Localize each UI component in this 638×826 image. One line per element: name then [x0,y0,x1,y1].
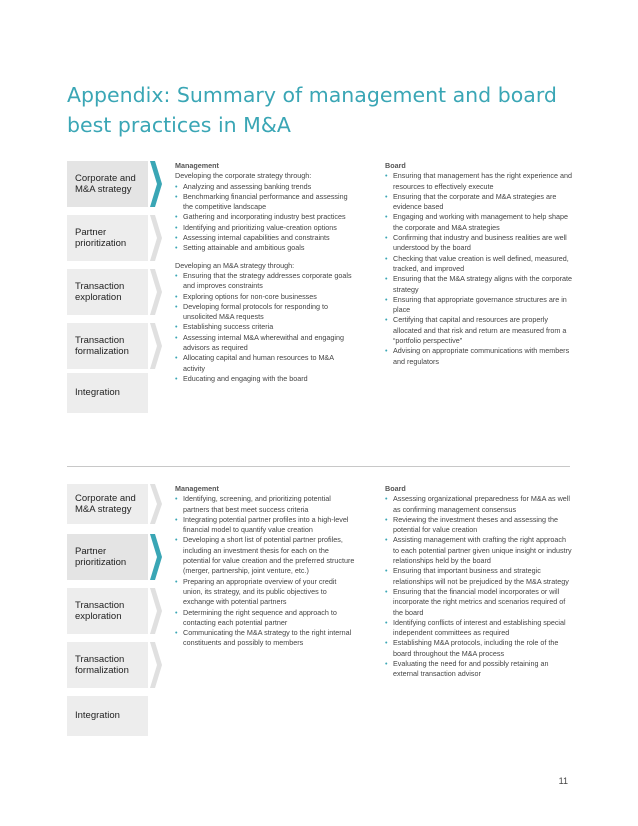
list-item: • Identifying conflicts of interest and establishing special independent committees as required [385,618,573,639]
list-item: • Reviewing the investment theses and assessing the potential for value creation [385,515,573,536]
list-item: • Assessing internal M&A wherewithal and engaging advisors as required [175,333,355,354]
list-item: • Establishing M&A protocols, including the role of the board throughout the M&A process [385,638,573,659]
list-item: • Engaging and working with management to help shape the corporate and M&A strategies [385,212,573,233]
board-column [385,161,573,367]
list-item: • Ensuring that the financial model incorporates or will incorporate the right metrics and scenarios required of the board [385,587,573,618]
page-title: Appendix: Summary of management and board best practices in M&A [67,83,557,137]
chevron-icon [150,323,162,369]
list-item: • Integrating potential partner profiles into a high-level financial model to quantify value creation [175,515,355,536]
list-item: • Determining the right sequence and approach to contacting each potential partner [175,608,355,629]
list-item: • Preparing an appropriate overview of your credit union, its strategy, and its public objectives to exchange with potential partners [175,577,355,608]
list-item: • Advising on appropriate communications with members and regulators [385,346,573,367]
board-column [385,484,573,680]
list-item: • Ensuring that appropriate governance structures are in place [385,295,573,316]
list-item: • Developing a short list of potential partner profiles, including an investment thesis for each on the potential for value creation and the preferred structure (merger, partnership, joint venture, etc.) [175,535,355,576]
list-item: • Ensuring that the strategy addresses corporate goals and improves constraints [175,271,355,292]
management-column [175,484,355,649]
list-item: • Gathering and incorporating industry best practices [175,212,355,222]
list-item: • Assessing organizational preparedness for M&A as well as confirming management consensus [385,494,573,515]
page-number: 11 [558,776,568,786]
list-item: • Identifying, screening, and prioritizing potential partners that best meet success criteria [175,494,355,515]
bullet-list [385,171,573,367]
list-item: • Ensuring that important business and strategic relationships will not be prejudiced by the M&A strategy [385,566,573,587]
list-item: • Establishing success criteria [175,322,355,332]
active-stage-chevron-icon [150,161,162,207]
chevron-icon [150,642,162,688]
management-heading: Management [175,484,219,493]
management-column [175,161,355,384]
stage-integration: Integration [67,696,148,736]
stage-integration: Integration [67,373,148,413]
list-item: • Setting attainable and ambitious goals [175,243,355,253]
bullet-list [175,494,355,648]
list-item: • Checking that value creation is well defined, measured, tracked, and improved [385,254,573,275]
chevron-icon [150,484,162,524]
bullet-list [175,182,355,254]
chevron-icon [150,588,162,634]
stage-transaction-exploration: Transaction exploration [67,269,148,315]
section-partner-prioritization [67,484,570,769]
list-item: • Analyzing and assessing banking trends [175,182,355,192]
list-item: • Exploring options for non-core businesses [175,292,355,302]
section-divider [67,466,570,467]
board-heading: Board [385,161,406,170]
list-item: • Evaluating the need for and possibly retaining an external transaction advisor [385,659,573,680]
intro-text: Developing an M&A strategy through: [175,260,295,270]
stage-transaction-formalization: Transaction formalization [67,642,148,688]
list-item: • Confirming that industry and business realities are well understood by the board [385,233,573,254]
list-item: • Communicating the M&A strategy to the right internal constituents and possibly to members [175,628,355,649]
management-heading: Management [175,161,219,170]
list-item: • Benchmarking financial performance and assessing the competitive landscape [175,192,355,213]
stage-partner-prioritization: Partner prioritization [67,215,148,261]
list-item: • Certifying that capital and resources are properly allocated and that risk and return are measured from a “portfolio perspective” [385,315,573,346]
list-item: • Allocating capital and human resources to M&A activity [175,353,355,374]
list-item: • Ensuring that the corporate and M&A strategies are evidence based [385,192,573,213]
list-item: • Assisting management with crafting the right approach to each potential partner given unique insight or industry relationships held by the board [385,535,573,566]
list-item: • Ensuring that the M&A strategy aligns with the corporate strategy [385,274,573,295]
stage-transaction-formalization: Transaction formalization [67,323,148,369]
list-item: • Educating and engaging with the board [175,374,355,384]
section-corporate-strategy [67,161,573,461]
list-item: • Identifying and prioritizing value-creation options [175,223,355,233]
list-item: • Assessing internal capabilities and constraints [175,233,355,243]
chevron-icon [150,269,162,315]
stage-corporate-strategy: Corporate and M&A strategy [67,484,148,524]
stage-transaction-exploration: Transaction exploration [67,588,148,634]
list-item: • Ensuring that management has the right experience and resources to effectively execute [385,171,573,192]
board-heading: Board [385,484,406,493]
chevron-icon [150,215,162,261]
stage-corporate-strategy: Corporate and M&A strategy [67,161,148,207]
list-item: • Developing formal protocols for responding to unsolicited M&A requests [175,302,355,323]
stage-partner-prioritization: Partner prioritization [67,534,148,580]
bullet-list [175,271,355,384]
intro-text: Developing the corporate strategy through: [175,171,312,181]
active-stage-chevron-icon [150,534,162,580]
bullet-list [385,494,573,679]
